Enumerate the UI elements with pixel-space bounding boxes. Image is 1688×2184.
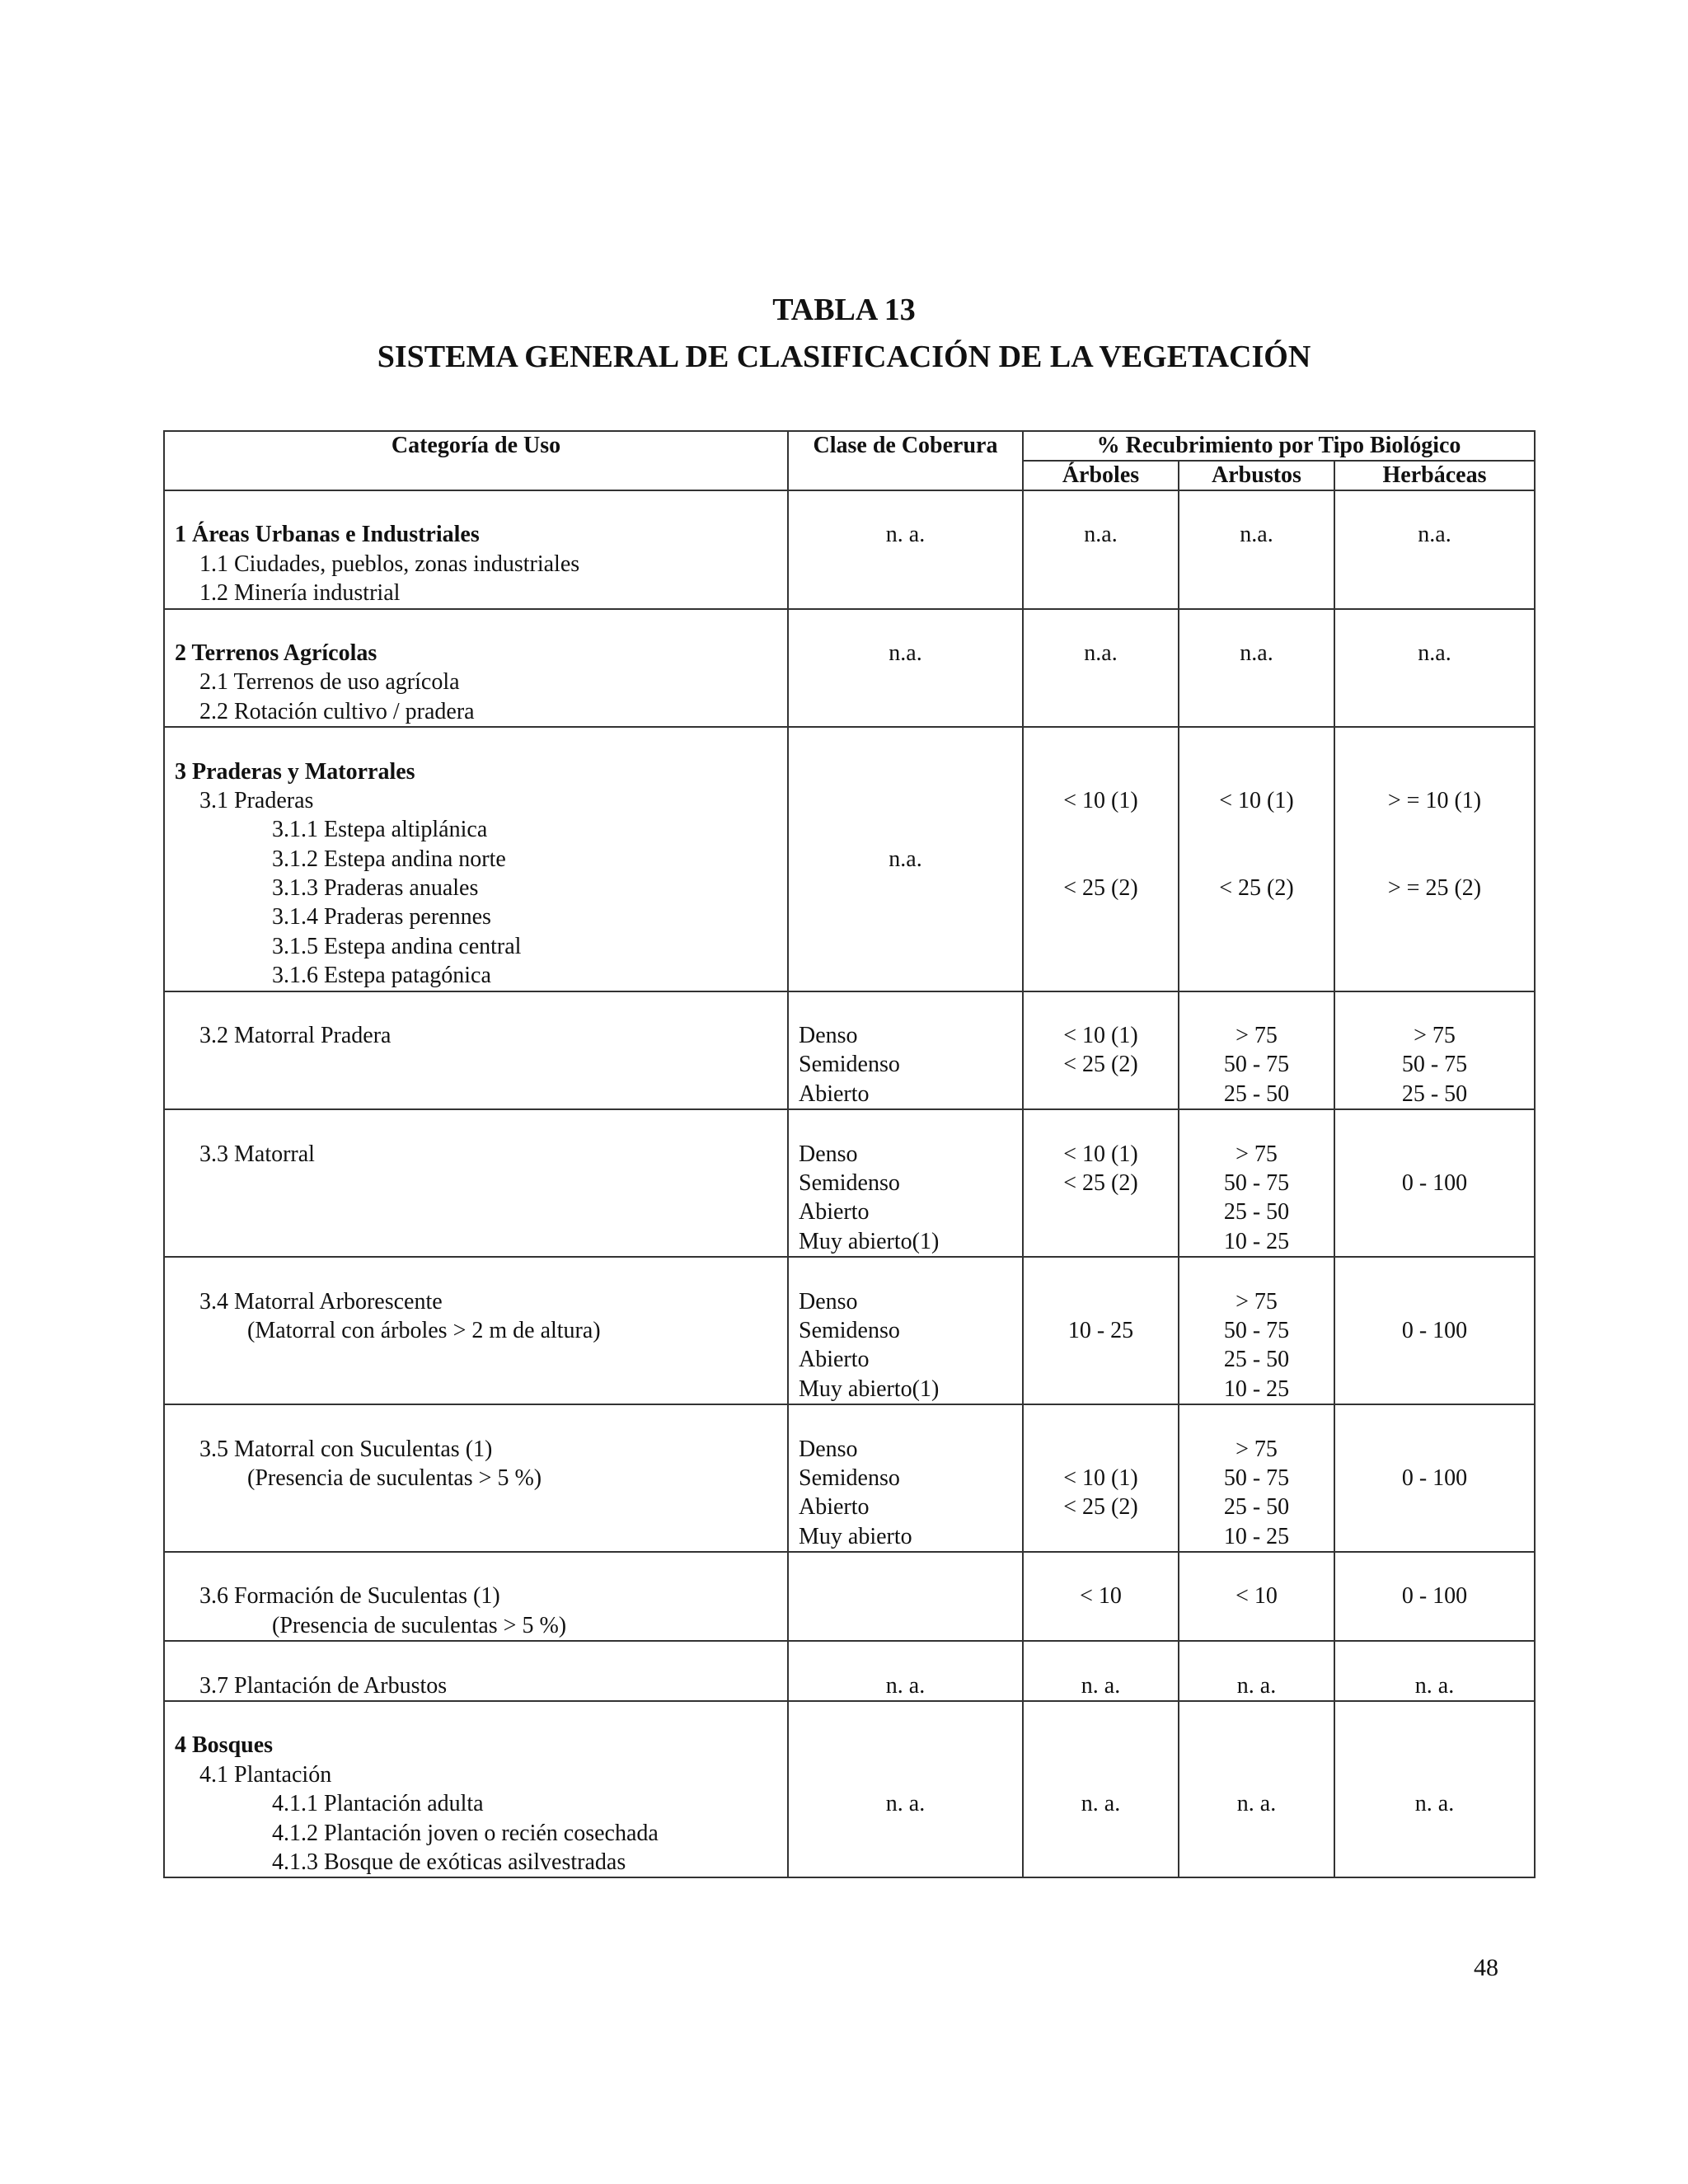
cell-clase: Semidenso	[799, 1052, 900, 1078]
category-heading: 1 Áreas Urbanas e Industriales	[175, 522, 480, 548]
cell-clase: Denso	[799, 1436, 858, 1462]
cell-clase: n. a.	[885, 1791, 926, 1817]
subcategory: 3.1.3 Praderas anuales	[272, 875, 479, 902]
subcategory: 3.1.4 Praderas perennes	[272, 904, 491, 930]
cell-clase: Muy abierto(1)	[799, 1228, 940, 1254]
vegetation-classification-table	[163, 430, 1536, 1878]
cell-clase: Semidenso	[799, 1317, 900, 1343]
subcategory-note: (Presencia de suculentas > 5 %)	[272, 1612, 567, 1638]
subcategory: 3.2 Matorral Pradera	[199, 1023, 392, 1049]
cell-clase: Semidenso	[799, 1465, 900, 1491]
cell-arbustos: 25 - 50	[1223, 1199, 1290, 1226]
cell-clase: Abierto	[799, 1347, 870, 1373]
cell-herbaceas: 50 - 75	[1401, 1052, 1468, 1078]
cell-arboles: < 10 (1)	[1063, 1465, 1138, 1491]
cell-clase: Denso	[799, 1023, 858, 1049]
cell-herbaceas: 0 - 100	[1401, 1317, 1468, 1343]
cell-arbustos: 50 - 75	[1223, 1169, 1290, 1196]
cell-arboles: < 25 (2)	[1063, 875, 1138, 902]
category-heading: 2 Terrenos Agrícolas	[175, 640, 377, 666]
subcategory-note: (Presencia de suculentas > 5 %)	[247, 1465, 542, 1491]
cell-clase: n. a.	[885, 522, 926, 548]
table-row	[164, 490, 1535, 609]
cell-arboles: < 10 (1)	[1063, 1023, 1138, 1049]
cell-arbustos: 50 - 75	[1223, 1465, 1290, 1491]
table-row	[164, 991, 1535, 1110]
header-clase: Clase de Coberura	[788, 431, 1023, 490]
subcategory: 3.7 Plantación de Arbustos	[199, 1672, 448, 1699]
table-row	[164, 1257, 1535, 1404]
table-subtitle: SISTEMA GENERAL DE CLASIFICACIÓN DE LA VEGETACIÓN	[377, 340, 1311, 374]
cell-arbustos: > 75	[1236, 1288, 1278, 1315]
cell-arbustos: 10 - 25	[1223, 1376, 1290, 1402]
cell-clase: Abierto	[799, 1199, 870, 1226]
cell-arbustos: < 10 (1)	[1219, 787, 1294, 813]
cell-herbaceas: n.a.	[1418, 640, 1451, 666]
cell-arbustos: 50 - 75	[1223, 1317, 1290, 1343]
subcategory: 4.1.3 Bosque de exóticas asilvestradas	[272, 1849, 626, 1875]
subcategory: 3.4 Matorral Arborescente	[199, 1288, 443, 1315]
cell-arboles: n.a.	[1084, 522, 1118, 548]
cell-clase: Semidenso	[799, 1169, 900, 1196]
subcategory: 3.6 Formación de Suculentas (1)	[199, 1583, 500, 1610]
table-row	[164, 1109, 1535, 1257]
table-row	[164, 727, 1535, 991]
subcategory: 4.1 Plantación	[199, 1761, 332, 1788]
header-recubrimiento: % Recubrimiento por Tipo Biológico	[1023, 431, 1535, 461]
cell-clase: n.a.	[889, 846, 922, 872]
subcategory: 2.2 Rotación cultivo / pradera	[199, 698, 475, 724]
cell-arbustos: > 75	[1236, 1436, 1278, 1462]
cell-clase: Denso	[799, 1288, 858, 1315]
cell-arbustos: > 75	[1236, 1023, 1278, 1049]
cell-arbustos: n.a.	[1240, 522, 1273, 548]
subcategory: 2.1 Terrenos de uso agrícola	[199, 669, 460, 696]
cell-arbustos: 25 - 50	[1223, 1494, 1290, 1521]
cell-arbustos: 50 - 75	[1223, 1052, 1290, 1078]
cell-arbustos: 25 - 50	[1223, 1347, 1290, 1373]
header-arboles: Árboles	[1023, 461, 1179, 490]
cell-herbaceas: n. a.	[1414, 1791, 1455, 1817]
table-row	[164, 1641, 1535, 1701]
cell-clase: Muy abierto(1)	[799, 1376, 940, 1402]
subcategory: 4.1.2 Plantación joven o recién cosechada	[272, 1820, 659, 1846]
subcategory: 3.1.1 Estepa altiplánica	[272, 817, 488, 843]
subcategory: 3.5 Matorral con Suculentas (1)	[199, 1436, 493, 1462]
cell-arboles: < 10 (1)	[1063, 787, 1138, 813]
subcategory: 3.1.6 Estepa patagónica	[272, 963, 491, 989]
category-heading: 3 Praderas y Matorrales	[175, 758, 415, 785]
subcategory: 3.3 Matorral	[199, 1141, 315, 1167]
table-row	[164, 609, 1535, 728]
subcategory: 1.1 Ciudades, pueblos, zonas industriales	[199, 551, 580, 577]
subcategory: 3.1 Praderas	[199, 787, 314, 813]
table-row	[164, 1552, 1535, 1641]
cell-clase: Denso	[799, 1141, 858, 1167]
subcategory: 4.1.1 Plantación adulta	[272, 1791, 484, 1817]
cell-herbaceas: 0 - 100	[1401, 1583, 1468, 1610]
cell-herbaceas: n.a.	[1418, 522, 1451, 548]
cell-arboles: n.a.	[1084, 640, 1118, 666]
cell-arboles: < 25 (2)	[1063, 1052, 1138, 1078]
cell-arboles: n. a.	[1081, 1672, 1121, 1699]
cell-clase: Muy abierto	[799, 1523, 912, 1549]
cell-herbaceas: > = 10 (1)	[1387, 787, 1482, 813]
category-heading: 4 Bosques	[175, 1732, 274, 1759]
page-number: 48	[1474, 1954, 1498, 1981]
subcategory: 3.1.2 Estepa andina norte	[272, 846, 506, 872]
table-title: TABLA 13	[772, 293, 916, 327]
cell-arbustos: 10 - 25	[1223, 1523, 1290, 1549]
cell-herbaceas: > 75	[1414, 1023, 1456, 1049]
cell-herbaceas: > = 25 (2)	[1387, 875, 1482, 902]
subcategory: 3.1.5 Estepa andina central	[272, 933, 522, 959]
cell-herbaceas: 0 - 100	[1401, 1465, 1468, 1491]
subcategory: 1.2 Minería industrial	[199, 580, 401, 607]
cell-herbaceas: 0 - 100	[1401, 1169, 1468, 1196]
cell-herbaceas: 25 - 50	[1401, 1080, 1468, 1107]
cell-arbustos: 10 - 25	[1223, 1228, 1290, 1254]
table-row	[164, 1701, 1535, 1877]
cell-arbustos: > 75	[1236, 1141, 1278, 1167]
cell-herbaceas: n. a.	[1414, 1672, 1455, 1699]
cell-arbustos: n. a.	[1236, 1791, 1277, 1817]
cell-arbustos: < 25 (2)	[1219, 875, 1294, 902]
subcategory-note: (Matorral con árboles > 2 m de altura)	[247, 1317, 601, 1343]
cell-clase	[789, 1582, 1022, 1610]
cell-clase: n.a.	[889, 640, 922, 666]
cell-arbustos: 25 - 50	[1223, 1080, 1290, 1107]
cell-arboles: n. a.	[1081, 1791, 1121, 1817]
header-arbustos: Arbustos	[1179, 461, 1334, 490]
cell-clase: Abierto	[799, 1494, 870, 1521]
header-categoria: Categoría de Uso	[164, 431, 788, 490]
cell-arbustos: n.a.	[1240, 640, 1273, 666]
table-row	[164, 1404, 1535, 1552]
cell-clase: Abierto	[799, 1080, 870, 1107]
cell-clase: n. a.	[885, 1672, 926, 1699]
cell-arbustos: n. a.	[1236, 1672, 1277, 1699]
cell-arbustos: < 10	[1236, 1583, 1278, 1610]
cell-arboles: < 10	[1080, 1583, 1122, 1610]
cell-arboles: < 25 (2)	[1063, 1494, 1138, 1521]
cell-arboles: < 10 (1)	[1063, 1141, 1138, 1167]
cell-arboles: 10 - 25	[1067, 1317, 1134, 1343]
header-herbaceas: Herbáceas	[1334, 461, 1535, 490]
cell-arboles: < 25 (2)	[1063, 1169, 1138, 1196]
